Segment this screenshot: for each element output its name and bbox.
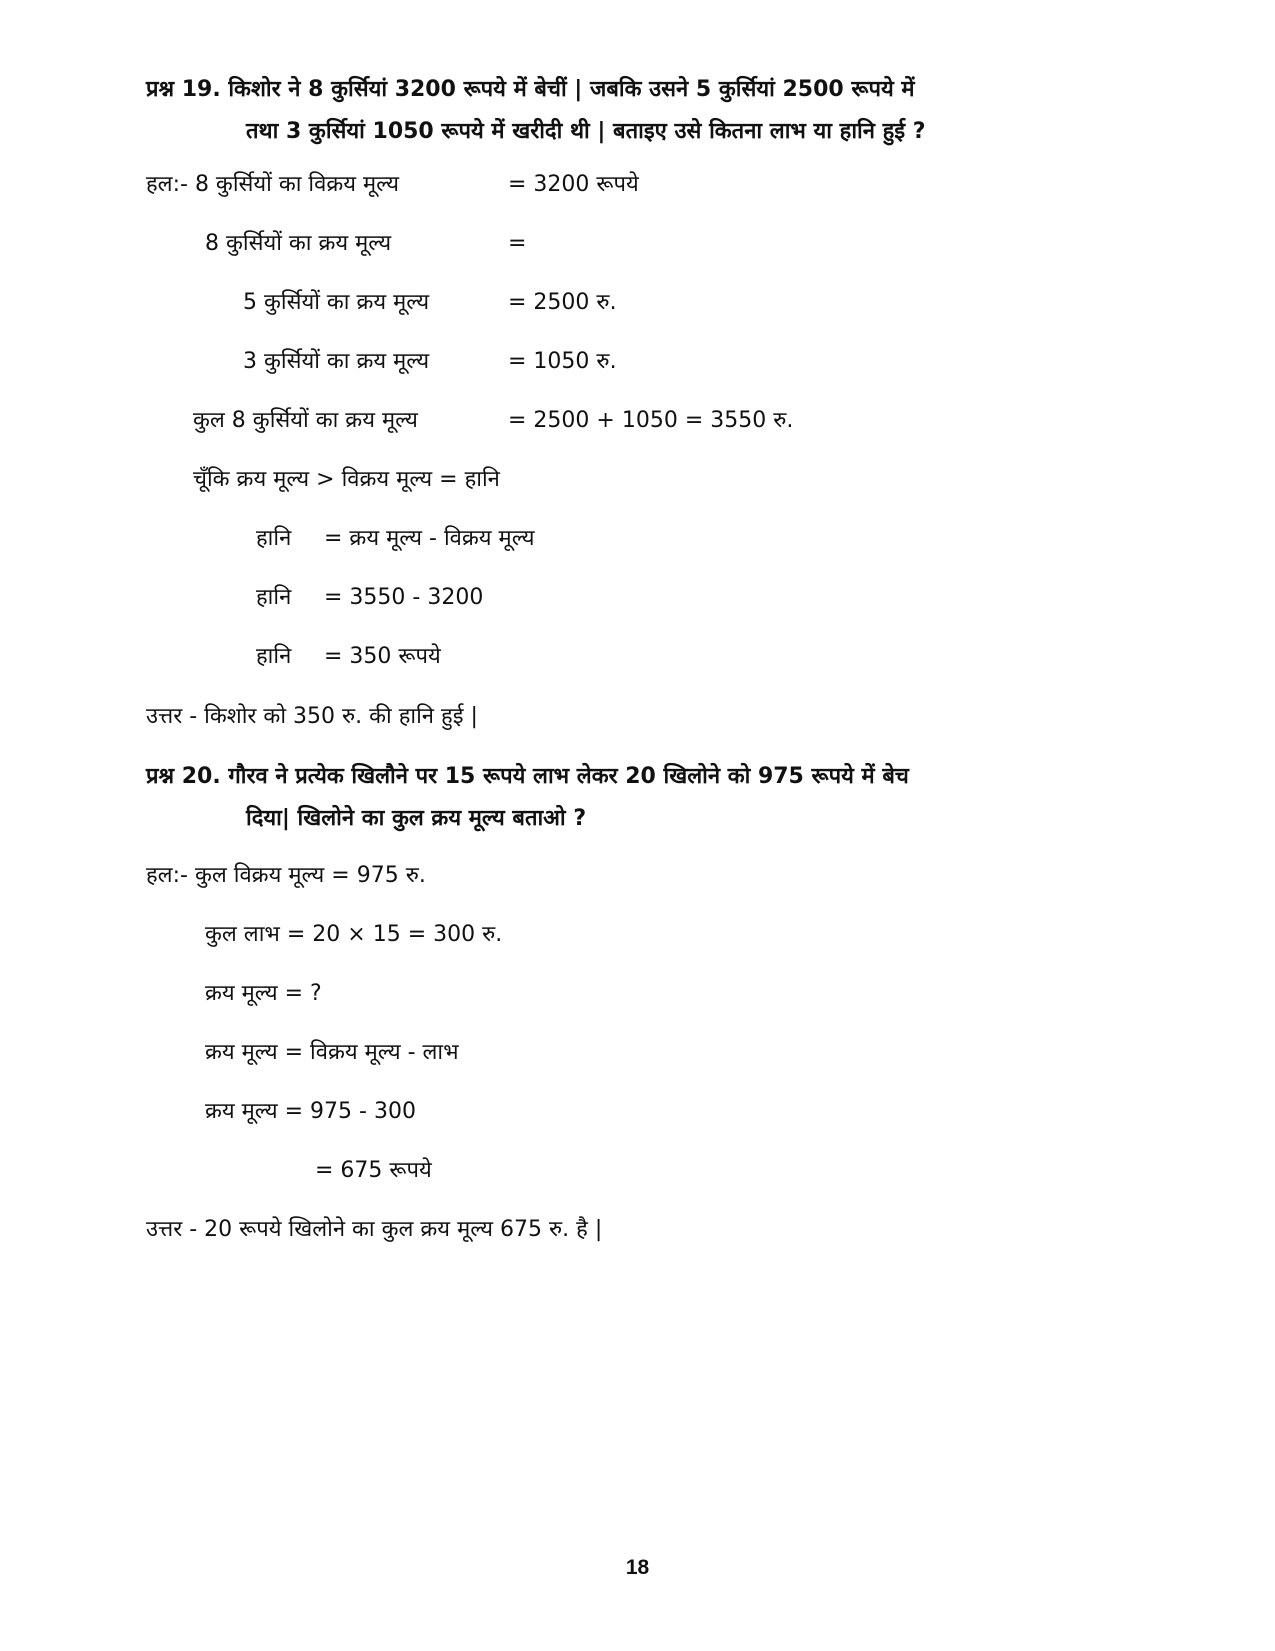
solution-19-row-9 bbox=[256, 642, 441, 672]
question-20-line-2: दिया| खिलोने का कुल क्रय मूल्य बताओ ? bbox=[246, 806, 587, 831]
solution-19-row-7 bbox=[256, 524, 535, 554]
row-value: = 1050 रु. bbox=[508, 349, 617, 374]
solution-20-row-1: हल:- कुल विक्रय मूल्य = 975 रु. bbox=[146, 863, 426, 888]
row-label: 3 कुर्सियों का क्रय मूल्य bbox=[243, 349, 430, 374]
row-label: हानि bbox=[256, 585, 292, 610]
question-20-line-1: प्रश्न 20. गौरव ने प्रत्येक खिलौने पर 15 रूपये लाभ लेकर 20 खिलोने को 975 रूपये में बेच bbox=[146, 764, 909, 789]
solution-19-row-6: चूँकि क्रय मूल्य > विक्रय मूल्य = हानि bbox=[193, 467, 500, 492]
solution-19-row-1 bbox=[146, 170, 639, 200]
row-label: हल:- 8 कुर्सियों का विक्रय मूल्य bbox=[146, 172, 399, 197]
row-value: = 2500 रु. bbox=[508, 290, 617, 315]
solution-20-row-5: क्रय मूल्य = 975 - 300 bbox=[205, 1099, 416, 1124]
row-value: = 3550 - 3200 bbox=[324, 585, 484, 610]
row-label: 5 कुर्सियों का क्रय मूल्य bbox=[243, 290, 430, 315]
solution-19-row-2 bbox=[205, 229, 527, 259]
solution-19-row-8 bbox=[256, 583, 484, 613]
solution-19-row-3 bbox=[243, 288, 617, 318]
answer-20: उत्तर - 20 रूपये खिलोने का कुल क्रय मूल्य 675 रु. है | bbox=[146, 1217, 603, 1242]
row-value: = क्रय मूल्य - विक्रय मूल्य bbox=[324, 526, 535, 551]
question-19-line-1: प्रश्न 19. किशोर ने 8 कुर्सियां 3200 रूपये में बेचीं | जबकि उसने 5 कुर्सियां 2500 रूपये में bbox=[146, 77, 915, 102]
solution-20-row-6: = 675 रूपये bbox=[315, 1158, 432, 1183]
row-label: कुल 8 कुर्सियों का क्रय मूल्य bbox=[193, 408, 418, 433]
solution-20-row-2: कुल लाभ = 20 × 15 = 300 रु. bbox=[205, 922, 503, 947]
row-value: = 3200 रूपये bbox=[508, 172, 639, 197]
row-value: = bbox=[508, 231, 527, 256]
row-label: हानि bbox=[256, 644, 292, 669]
row-value: = 2500 + 1050 = 3550 रु. bbox=[508, 408, 794, 433]
question-19-line-2: तथा 3 कुर्सियां 1050 रूपये में खरीदी थी | बताइए उसे कितना लाभ या हानि हुई ? bbox=[246, 119, 926, 144]
solution-20-row-3: क्रय मूल्य = ? bbox=[205, 981, 322, 1006]
solution-19-row-4 bbox=[243, 347, 617, 377]
row-label: हानि bbox=[256, 526, 292, 551]
solution-19-row-5 bbox=[193, 406, 794, 436]
row-label: 8 कुर्सियों का क्रय मूल्य bbox=[205, 231, 392, 256]
row-value: = 350 रूपये bbox=[324, 644, 441, 669]
answer-19: उत्तर - किशोर को 350 रु. की हानि हुई | bbox=[146, 704, 478, 729]
solution-20-row-4: क्रय मूल्य = विक्रय मूल्य - लाभ bbox=[205, 1040, 459, 1065]
page-number: 18 bbox=[625, 1556, 650, 1579]
